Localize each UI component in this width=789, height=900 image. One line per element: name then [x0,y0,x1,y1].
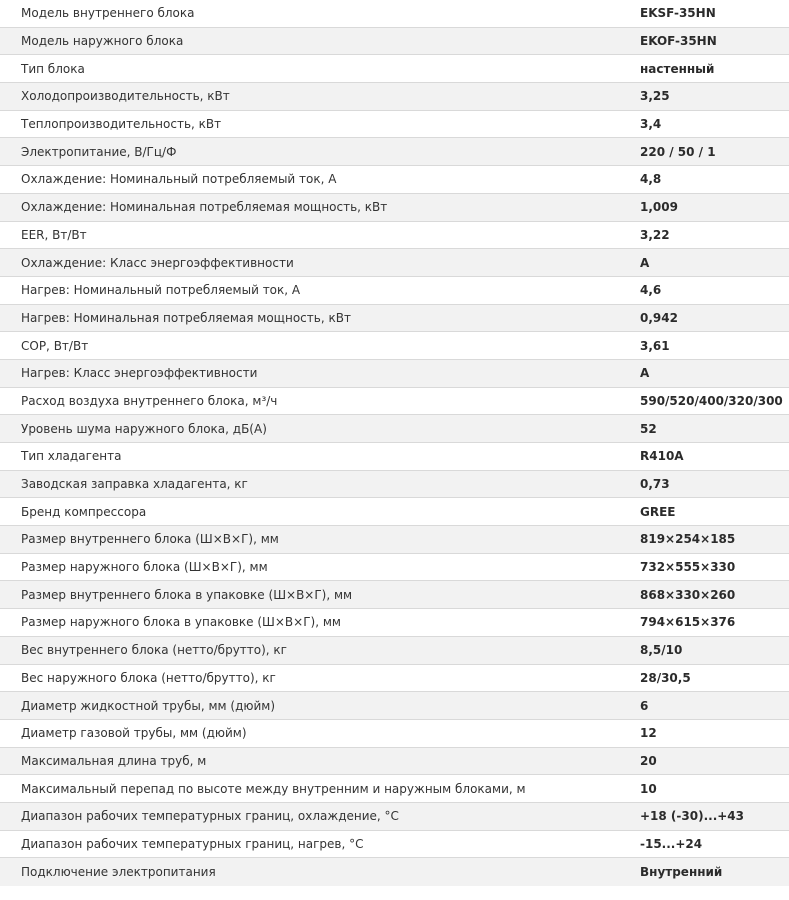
spec-row [0,249,789,277]
spec-row [0,305,789,333]
spec-row [0,388,789,416]
spec-value: 52 [640,421,657,436]
spec-value: 20 [640,753,657,768]
spec-row [0,526,789,554]
spec-value: 0,942 [640,310,678,325]
spec-row [0,581,789,609]
spec-row [0,222,789,250]
spec-label: Размер наружного блока в упаковке (Ш×В×Г), мм [21,615,341,630]
spec-label: Холодопроизводительность, кВт [21,89,230,104]
spec-label: Диаметр газовой трубы, мм (дюйм) [21,726,247,741]
spec-value: 1,009 [640,200,678,215]
spec-value: 220 / 50 / 1 [640,144,716,159]
spec-label: Размер внутреннего блока в упаковке (Ш×В×Г), мм [21,587,353,602]
spec-row [0,138,789,166]
spec-value: R410A [640,449,684,464]
spec-label: Теплопроизводительность, кВт [21,117,222,132]
spec-value: 8,5/10 [640,643,683,658]
spec-value: 4,8 [640,172,662,187]
spec-row [0,831,789,859]
spec-value: 3,61 [640,338,670,353]
spec-value: 868×330×260 [640,587,736,602]
spec-label: EER, Вт/Вт [21,227,87,242]
spec-value: A [640,366,650,381]
spec-label: Подключение электропитания [21,865,216,880]
spec-label: Максимальная длина труб, м [21,753,207,768]
spec-row [0,111,789,139]
spec-label: Бренд компрессора [21,504,147,519]
spec-value: настенный [640,61,715,76]
spec-label: Нагрев: Номинальная потребляемая мощность, кВт [21,310,351,325]
spec-value: 4,6 [640,283,662,298]
spec-value: A [640,255,650,270]
spec-label: COP, Вт/Вт [21,338,89,353]
spec-value: 10 [640,781,657,796]
spec-label: Охлаждение: Номинальная потребляемая мощность, кВт [21,200,388,215]
spec-value: 732×555×330 [640,560,736,575]
spec-row [0,415,789,443]
spec-row [0,748,789,776]
spec-label: Электропитание, В/Гц/Ф [21,144,177,159]
spec-row [0,471,789,499]
spec-row [0,692,789,720]
spec-label: Диапазон рабочих температурных границ, охлаждение, °С [21,809,399,824]
spec-value: EKSF-35HN [640,6,716,21]
spec-label: Модель внутреннего блока [21,6,195,21]
spec-value: -15...+24 [640,836,703,851]
spec-row [0,803,789,831]
spec-row [0,665,789,693]
spec-value: 6 [640,698,649,713]
spec-label: Нагрев: Номинальный потребляемый ток, А [21,283,301,298]
spec-value: 590/520/400/320/300 [640,393,783,408]
spec-row [0,443,789,471]
spec-row [0,28,789,56]
spec-label: Тип блока [21,61,85,76]
spec-row [0,194,789,222]
spec-label: Модель наружного блока [21,34,184,49]
spec-label: Нагрев: Класс энергоэффективности [21,366,258,381]
spec-label: Тип хладагента [21,449,122,464]
spec-label: Вес внутреннего блока (нетто/брутто), кг [21,643,287,658]
spec-value: 0,73 [640,477,670,492]
spec-row [0,166,789,194]
spec-row [0,0,789,28]
spec-row [0,720,789,748]
spec-value: 3,4 [640,117,662,132]
spec-label: Вес наружного блока (нетто/брутто), кг [21,670,276,685]
spec-row [0,332,789,360]
spec-row [0,609,789,637]
spec-value: 12 [640,726,657,741]
spec-row [0,498,789,526]
spec-label: Расход воздуха внутреннего блока, м³/ч [21,393,278,408]
spec-value: 28/30,5 [640,670,691,685]
spec-value: 819×254×185 [640,532,736,547]
spec-row [0,360,789,388]
spec-label: Максимальный перепад по высоте между внутренним и наружным блоками, м [21,781,526,796]
spec-value: 794×615×376 [640,615,736,630]
spec-row [0,55,789,83]
spec-value: 3,22 [640,227,670,242]
spec-row [0,775,789,803]
spec-value: 3,25 [640,89,670,104]
spec-label: Охлаждение: Номинальный потребляемый ток, А [21,172,337,187]
spec-value: GREE [640,504,676,519]
spec-label: Размер наружного блока (Ш×В×Г), мм [21,560,268,575]
spec-value: Внутренний [640,865,723,880]
spec-row [0,858,789,886]
spec-label: Охлаждение: Класс энергоэффективности [21,255,294,270]
spec-row [0,554,789,582]
spec-row [0,637,789,665]
spec-row [0,83,789,111]
spec-row [0,277,789,305]
spec-label: Уровень шума наружного блока, дБ(А) [21,421,267,436]
spec-label: Размер внутреннего блока (Ш×В×Г), мм [21,532,279,547]
spec-label: Диаметр жидкостной трубы, мм (дюйм) [21,698,276,713]
spec-value: +18 (-30)...+43 [640,809,745,824]
spec-label: Диапазон рабочих температурных границ, нагрев, °С [21,836,364,851]
spec-label: Заводская заправка хладагента, кг [21,477,248,492]
spec-value: EKOF-35HN [640,34,717,49]
